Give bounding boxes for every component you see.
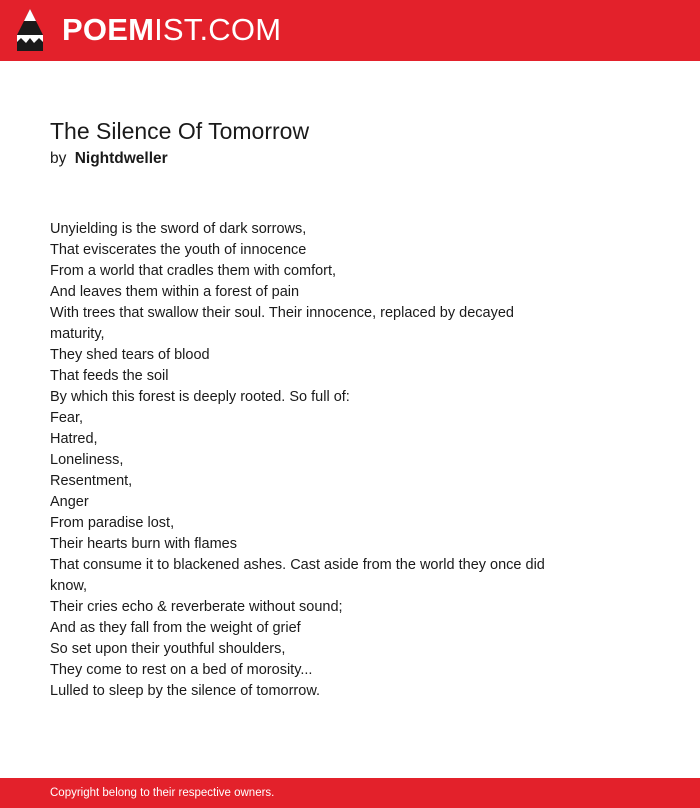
poem-line: maturity,: [50, 326, 105, 342]
site-logo[interactable]: [62, 10, 281, 50]
poem-line: From a world that cradles them with comfort,: [50, 263, 337, 279]
poem-line: Resentment,: [50, 473, 133, 489]
poem-line: They shed tears of blood: [50, 347, 210, 363]
poem-line: That consume it to blackened ashes. Cast aside from the world they once did: [50, 557, 545, 573]
poem-line: And as they fall from the weight of grief: [50, 620, 301, 636]
poem-line: Loneliness,: [50, 452, 124, 468]
by-label: by: [50, 150, 67, 167]
poem-line: Anger: [50, 494, 89, 510]
poem-line: They come to rest on a bed of morosity...: [50, 662, 313, 678]
poem-line: That feeds the soil: [50, 368, 169, 384]
poem-body: [50, 219, 610, 702]
pencil-icon: [17, 9, 43, 51]
poem-line: That eviscerates the youth of innocence: [50, 242, 307, 258]
logo-light-text: IST.COM: [154, 12, 282, 47]
poem-line: Hatred,: [50, 431, 98, 447]
poem-line: Unyielding is the sword of dark sorrows,: [50, 221, 307, 237]
byline: [50, 148, 168, 170]
site-header: [0, 0, 700, 61]
author-name: Nightdweller: [74, 150, 168, 167]
poem-line: Their cries echo & reverberate without sound;: [50, 599, 343, 615]
poem-line: With trees that swallow their soul. Their innocence, replaced by decayed: [50, 305, 514, 321]
poem-line: Their hearts burn with flames: [50, 536, 237, 552]
poem-line: Lulled to sleep by the silence of tomorrow.: [50, 683, 321, 699]
poem-title: The Silence Of Tomorrow: [50, 118, 310, 144]
site-footer: [0, 778, 700, 808]
poem-line: Fear,: [50, 410, 84, 426]
poem-line: know,: [50, 578, 88, 594]
poem-line: So set upon their youthful shoulders,: [50, 641, 286, 657]
copyright-text: Copyright belong to their respective owners.: [50, 787, 275, 799]
poem-line: And leaves them within a forest of pain: [50, 284, 300, 300]
poem-line: By which this forest is deeply rooted. So full of:: [50, 389, 350, 405]
poem-line: From paradise lost,: [50, 515, 175, 531]
logo-bold-text: POEM: [62, 12, 155, 47]
